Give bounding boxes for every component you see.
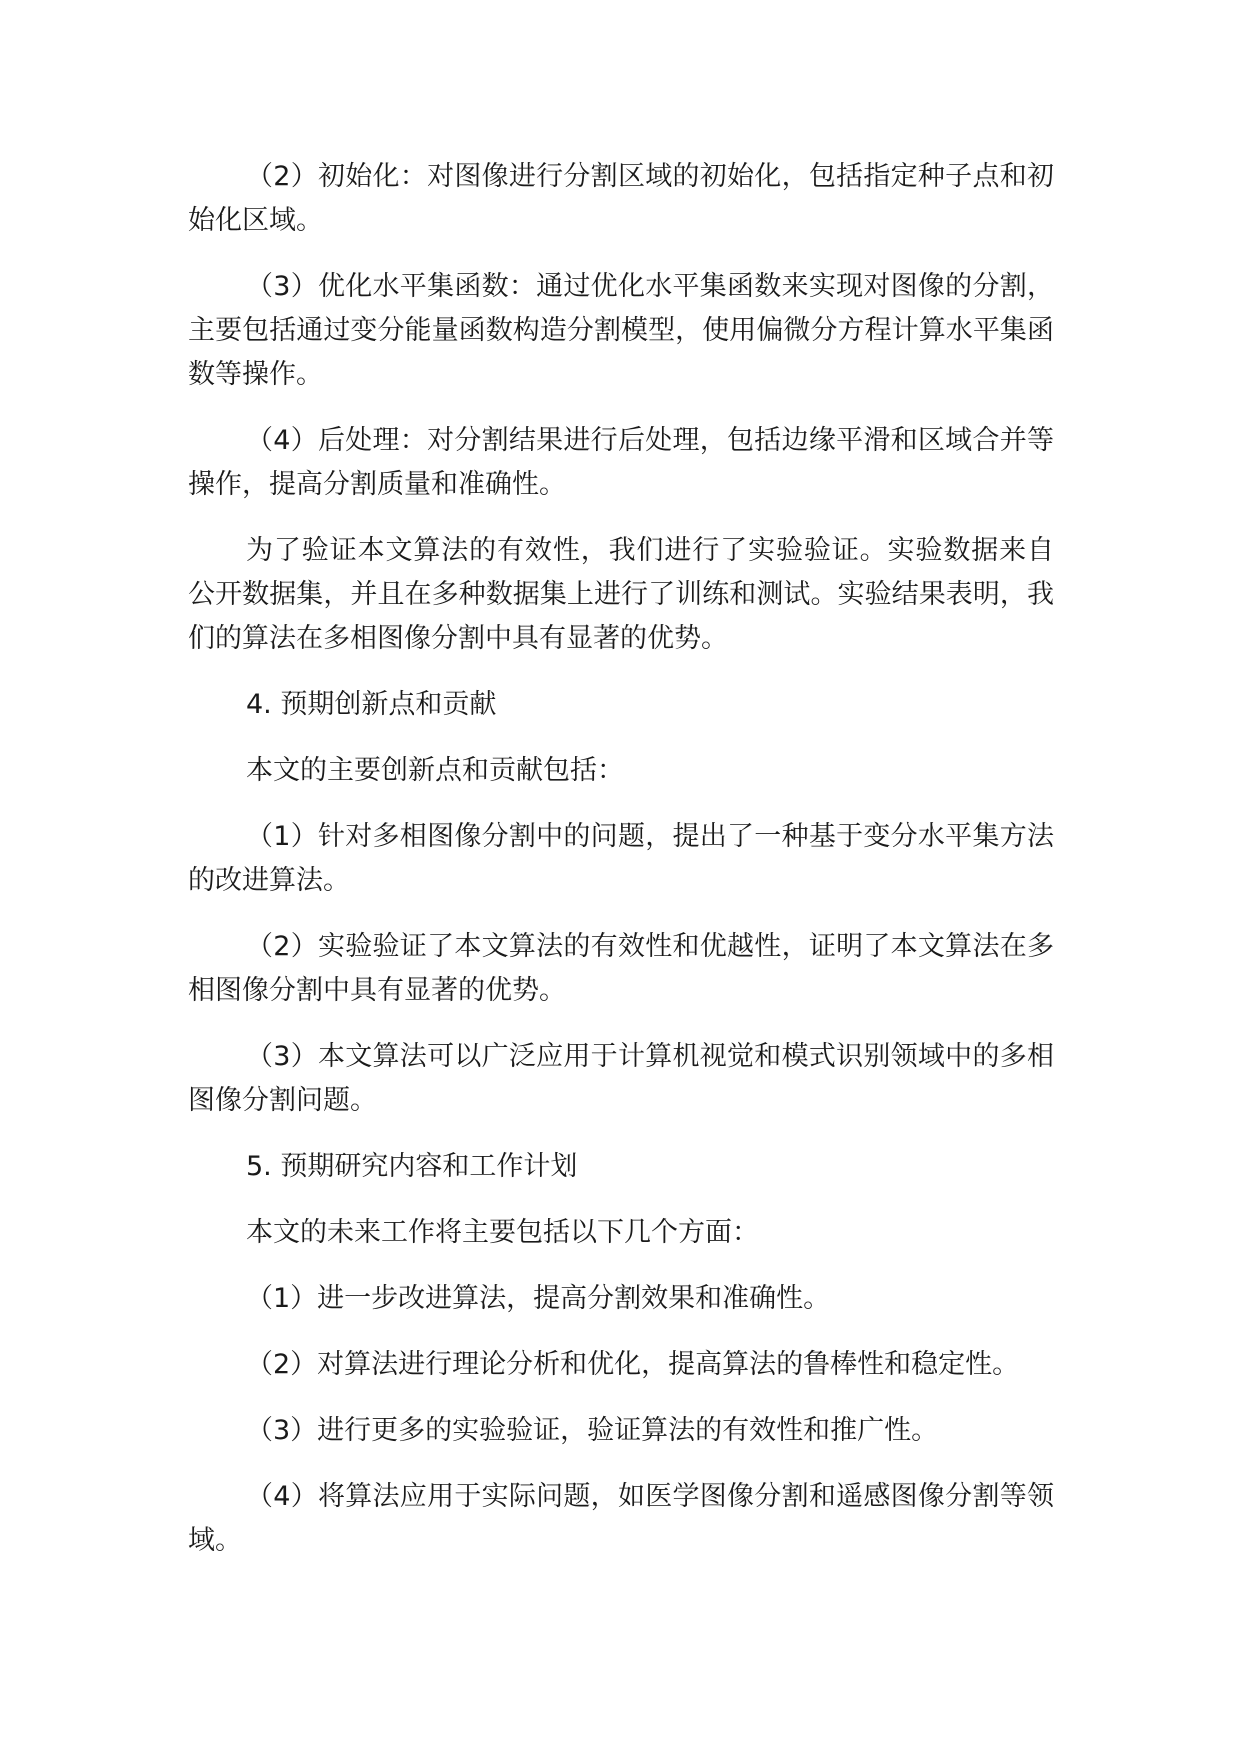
section-heading-work-plan: 5. 预期研究内容和工作计划 (246, 1151, 578, 1182)
paragraph-innovations-intro: 本文的主要创新点和贡献包括： (246, 755, 624, 786)
document-body (188, 155, 1054, 1563)
paragraph-experiment: 为了验证本文算法的有效性，我们进行了实验验证。实验数据来自公开数据集，并且在多种数据集上进行了训练和测试。实验结果表明，我们的算法在多相图像分割中具有显著的优势。 (188, 535, 1054, 654)
paragraph-plan-3: （3）进行更多的实验验证，验证算法的有效性和推广性。 (246, 1415, 939, 1446)
paragraph-innovation-3: （3）本文算法可以广泛应用于计算机视觉和模式识别领域中的多相图像分割问题。 (188, 1041, 1054, 1116)
paragraph-optimize-step: （3）优化水平集函数：通过优化水平集函数来实现对图像的分割，主要包括通过变分能量函数构造分割模型，使用偏微分方程计算水平集函数等操作。 (188, 271, 1054, 390)
paragraph-plan-4: （4）将算法应用于实际问题，如医学图像分割和遥感图像分割等领域。 (188, 1481, 1054, 1556)
paragraph-work-plan-intro: 本文的未来工作将主要包括以下几个方面： (246, 1217, 759, 1248)
paragraph-init-step: （2）初始化：对图像进行分割区域的初始化，包括指定种子点和初始化区域。 (188, 161, 1054, 236)
paragraph-innovation-2: （2）实验验证了本文算法的有效性和优越性，证明了本文算法在多相图像分割中具有显著的优势。 (188, 931, 1054, 1006)
paragraph-innovation-1: （1）针对多相图像分割中的问题，提出了一种基于变分水平集方法的改进算法。 (188, 821, 1054, 896)
section-heading-innovations: 4. 预期创新点和贡献 (246, 689, 497, 720)
paragraph-plan-1: （1）进一步改进算法，提高分割效果和准确性。 (246, 1283, 831, 1314)
paragraph-postprocess-step: （4）后处理：对分割结果进行后处理，包括边缘平滑和区域合并等操作，提高分割质量和准确性。 (188, 425, 1054, 500)
paragraph-plan-2: （2）对算法进行理论分析和优化，提高算法的鲁棒性和稳定性。 (246, 1349, 1020, 1380)
